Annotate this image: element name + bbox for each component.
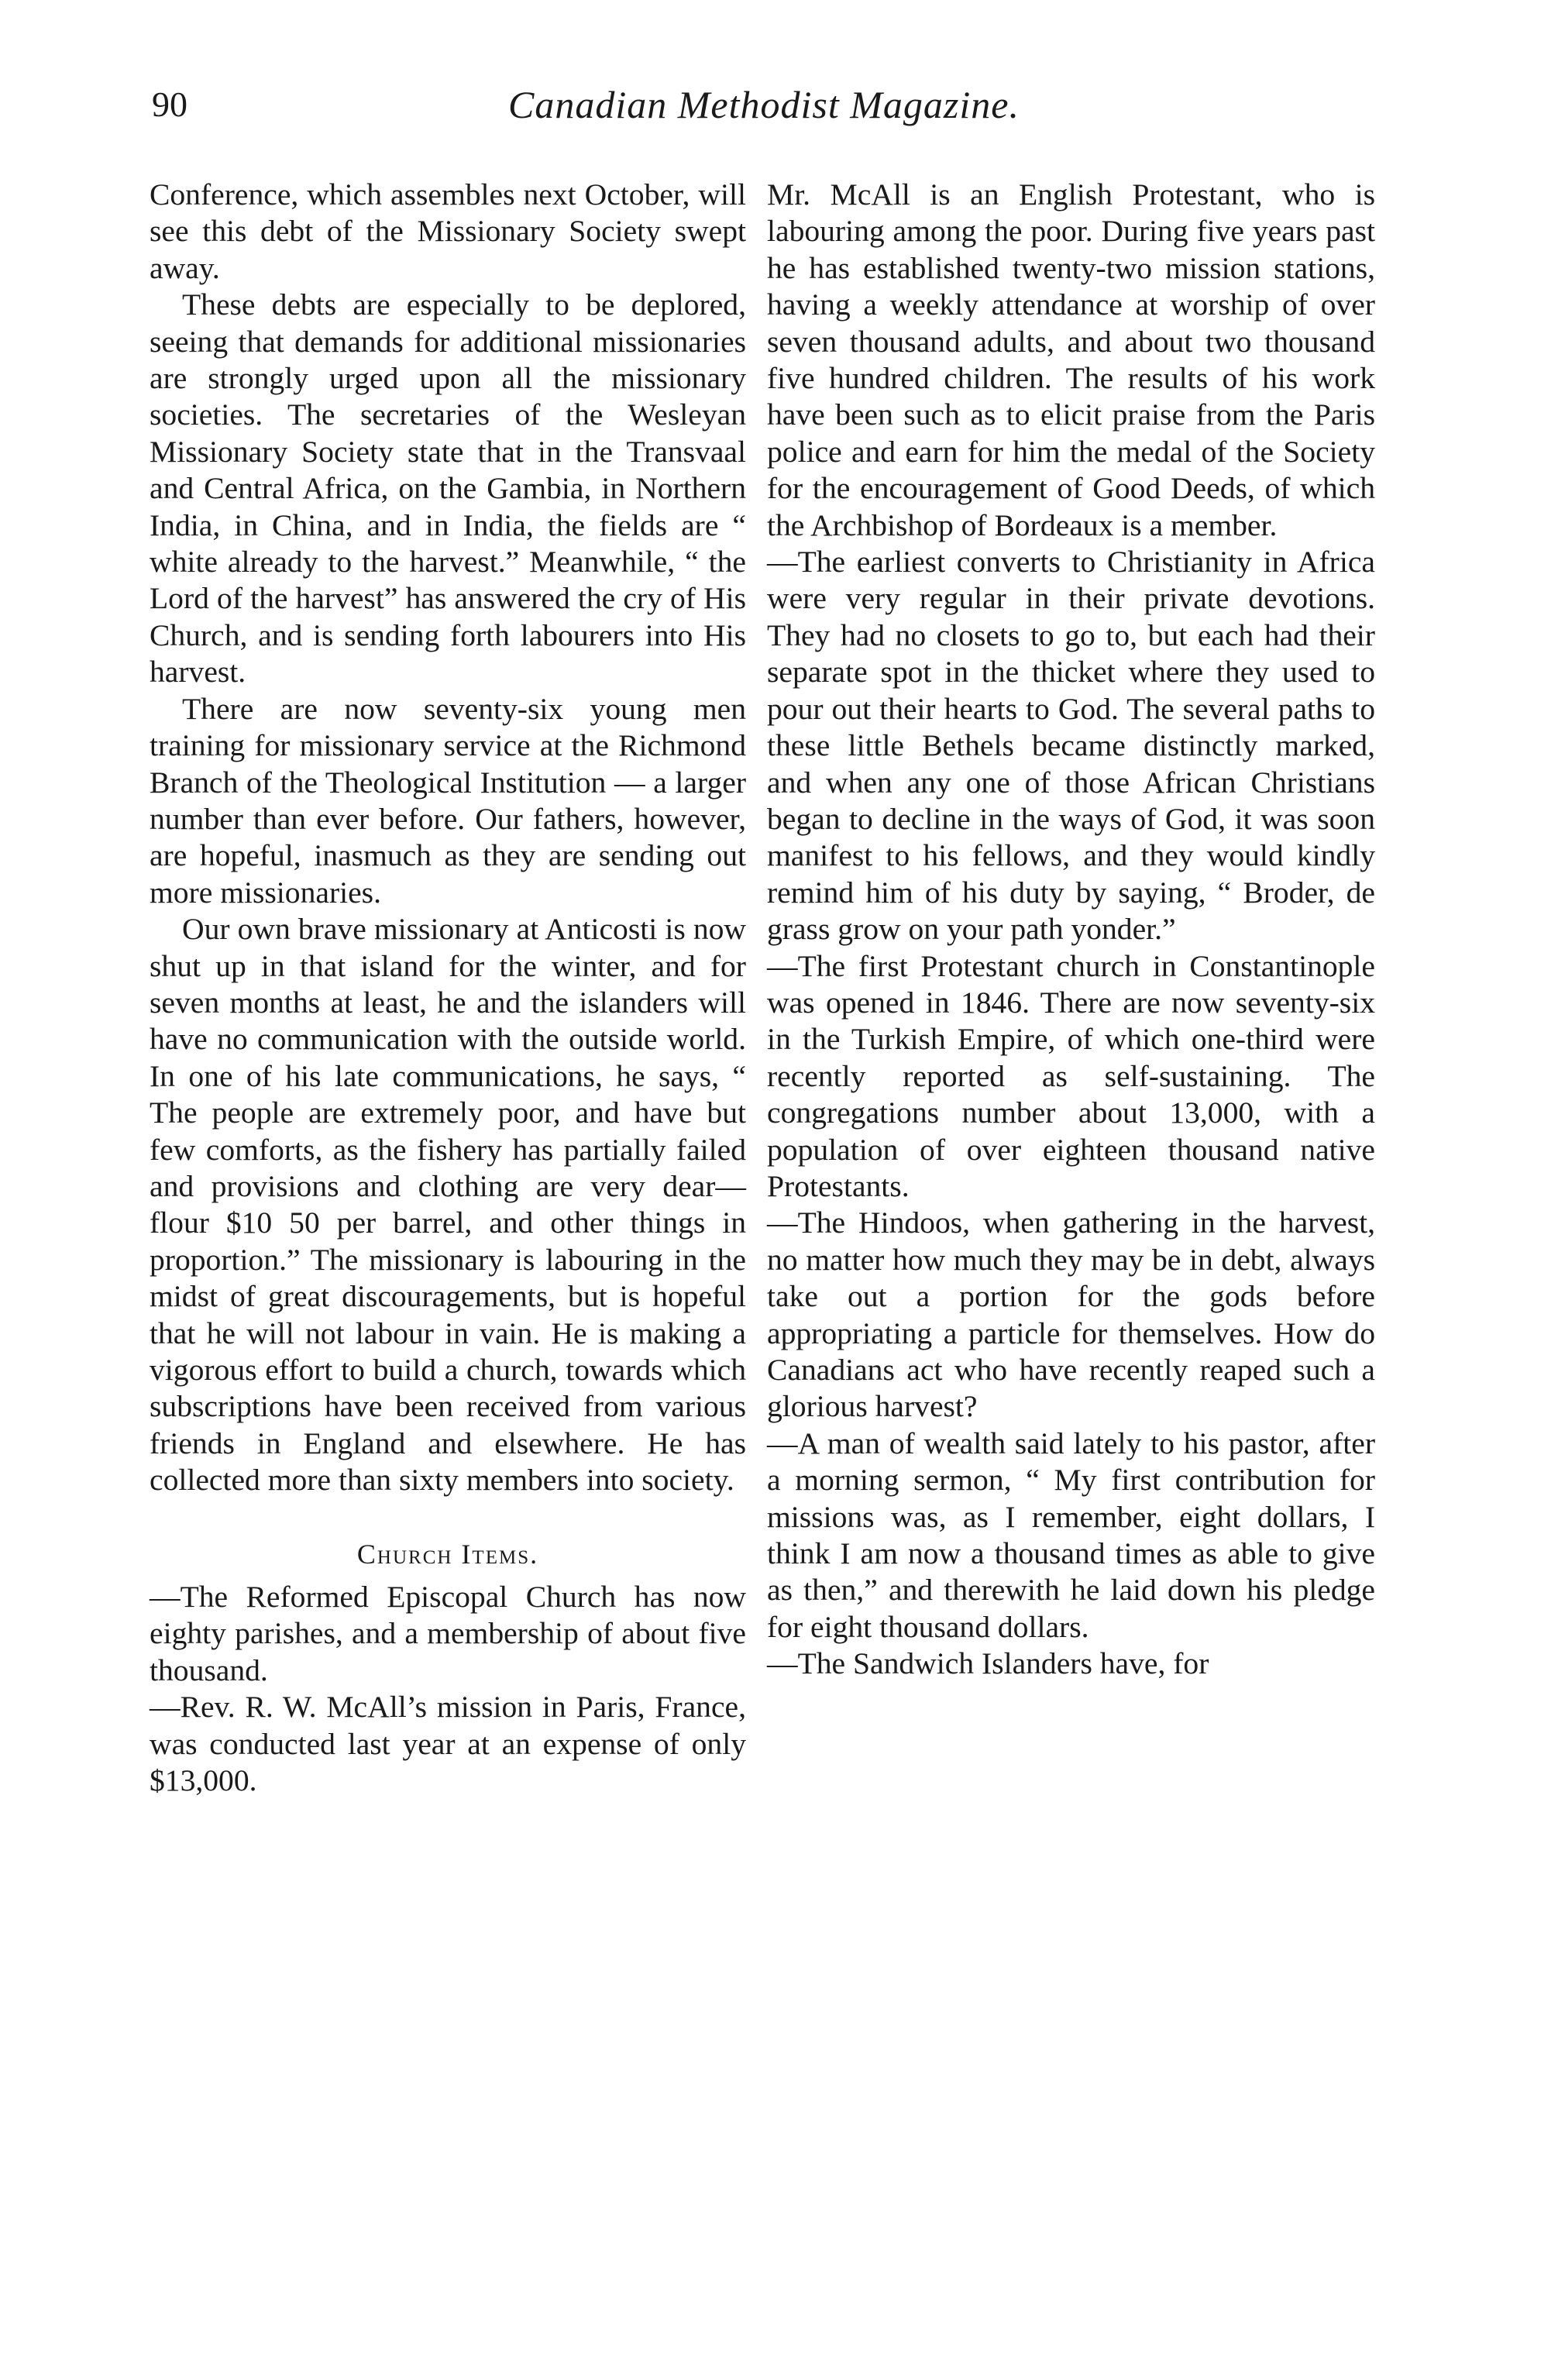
page-number: 90 (152, 84, 187, 124)
paragraph: There are now seventy-six young men training for missionary service at the Richmond Branch of the Theological Institution — a larger number than ever before. Our fathers, however, are hopeful, inasmuch as they are sending out more missionaries. (150, 691, 746, 910)
paragraph: These debts are especially to be deplored, seeing that demands for additional missionaries are strongly urged upon all the missionary societies. The secretaries of the Wesleyan Missionary Society state that in the Transvaal and Central Africa, on the Gambia, in Northern India, in China, and in India, the fields are “ white already to the harvest.” Meanwhile, “ the Lord of the harvest” has answered the cry of His Church, and is sending forth labourers into His harvest. (150, 287, 746, 690)
news-item: —Rev. R. W. McAll’s mission in Paris, France, was conducted last year at an expense of only $13,000. (150, 1690, 746, 1798)
news-item: —The Reformed Episcopal Church has now eighty parishes, and a membership of about five thousand. (150, 1580, 746, 1687)
news-item: —The first Protestant church in Constantinople was opened in 1846. There are now seventy-six in the Turkish Empire, of which one-third were recently reported as self-sustaining. The congregations number about 13,000, with a population of over eighteen thousand native Protestants. (767, 948, 1375, 1203)
page-header (152, 77, 1376, 132)
paragraph: Conference, which assembles next October, will see this debt of the Missionary Society swept away. (150, 177, 746, 285)
news-item: —The earliest converts to Christianity in Africa were very regular in their private devotions. They had no closets to go to, but each had their separate spot in the thicket where they used to pour out their hearts to God. The several paths to these little Bethels became distinctly marked, and when any one of those African Christians began to decline in the ways of God, it was soon manifest to his fellows, and they would kindly remind him of his duty by saying, “ Broder, de grass grow on your path yonder.” (767, 545, 1375, 947)
running-title: Canadian Methodist Magazine. (508, 83, 1020, 126)
news-item: —The Hindoos, when gathering in the harvest, no matter how much they may be in debt, always take out a portion for the gods before appropriating a particle for themselves. How do Canadians act who have recently reaped such a glorious harvest? (767, 1205, 1375, 1424)
news-item: —A man of wealth said lately to his pastor, after a morning sermon, “ My first contribution for missions was, as I remember, eight dollars, I think I am now a thousand times as able to give as then,” and therewith he laid down his pledge for eight thousand dollars. (767, 1426, 1375, 1644)
news-item: —The Sandwich Islanders have, for (767, 1646, 1209, 1681)
right-column (767, 177, 1375, 1683)
section-heading: Church Items. (356, 1538, 539, 1570)
news-item: Mr. McAll is an English Protestant, who is labouring among the poor. During five years past he has established twenty-two mission stations, having a weekly attendance at worship of over seven thousand adults, and about two thousand five hundred children. The results of his work have been such as to elicit praise from the Paris police and earn for him the medal of the Society for the encouragement of Good Deeds, of which the Archbishop of Bordeaux is a member. (767, 177, 1375, 542)
paragraph: Our own brave missionary at Anticosti is now shut up in that island for the winter, and for seven months at least, he and the islanders will have no communication with the outside world. In one of his late communications, he says, “ The people are extremely poor, and have but few comforts, as the fishery has partially failed and provisions and clothing are very dear—flour $10 50 per barrel, and other things in proportion.” The missionary is labouring in the midst of great discouragements, but is hopeful that he will not labour in vain. He is making a vigorous effort to build a church, towards which subscriptions have been received from various friends in England and elsewhere. He has collected more than sixty members into society. (150, 912, 746, 1498)
left-column (150, 177, 746, 1799)
